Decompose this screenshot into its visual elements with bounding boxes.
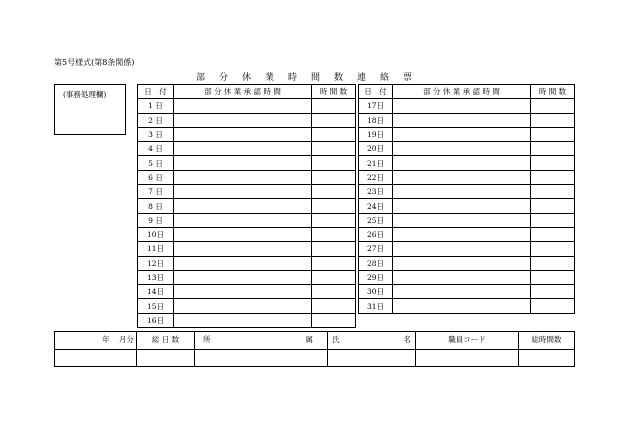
approved-time-cell[interactable] <box>174 256 312 270</box>
total-hours-header: 総時間数 <box>519 332 575 350</box>
hours-cell[interactable] <box>531 156 575 170</box>
table-header-row <box>359 85 575 99</box>
summary-table <box>54 331 575 367</box>
day-label: 19日 <box>359 127 393 141</box>
approved-time-cell[interactable] <box>393 213 531 227</box>
name-label-2: 名 <box>403 335 411 345</box>
table-row <box>138 213 356 227</box>
table-row <box>138 242 356 256</box>
total-days-header: 総 日 数 <box>137 332 195 350</box>
approved-time-cell[interactable] <box>174 270 312 284</box>
day-label: 8 日 <box>138 199 174 213</box>
hours-cell[interactable] <box>312 242 356 256</box>
name-header <box>328 332 416 350</box>
table-row <box>359 113 575 127</box>
day-label: 6 日 <box>138 170 174 184</box>
approved-time-header: 部 分 休 業 承 認 時 間 <box>393 85 531 99</box>
hours-header: 時 間 数 <box>312 85 356 99</box>
approved-time-cell[interactable] <box>393 227 531 241</box>
approved-time-cell[interactable] <box>174 99 312 113</box>
day-label: 29日 <box>359 270 393 284</box>
table-row <box>359 185 575 199</box>
hours-cell[interactable] <box>312 142 356 156</box>
day-label: 17日 <box>359 99 393 113</box>
table-row <box>359 299 575 313</box>
table-row <box>138 113 356 127</box>
hours-cell[interactable] <box>531 99 575 113</box>
hours-cell[interactable] <box>312 285 356 299</box>
approved-time-cell[interactable] <box>174 127 312 141</box>
hours-cell[interactable] <box>312 185 356 199</box>
approved-time-cell[interactable] <box>393 170 531 184</box>
approved-time-cell[interactable] <box>393 270 531 284</box>
table-row <box>359 199 575 213</box>
day-label: 27日 <box>359 242 393 256</box>
day-label: 10日 <box>138 227 174 241</box>
hours-cell[interactable] <box>312 170 356 184</box>
day-label: 3 日 <box>138 127 174 141</box>
approved-time-cell[interactable] <box>174 285 312 299</box>
table-row <box>138 99 356 113</box>
approved-time-cell[interactable] <box>174 242 312 256</box>
day-label: 26日 <box>359 227 393 241</box>
approved-time-cell[interactable] <box>174 170 312 184</box>
hours-cell[interactable] <box>312 199 356 213</box>
table-row <box>359 270 575 284</box>
table-row <box>138 256 356 270</box>
hours-cell[interactable] <box>531 199 575 213</box>
table-row <box>359 285 575 299</box>
hours-cell[interactable] <box>531 185 575 199</box>
approved-time-cell[interactable] <box>174 113 312 127</box>
right-days-table <box>358 84 575 314</box>
date-header: 日 付 <box>138 85 174 99</box>
total-days-input[interactable] <box>137 349 195 367</box>
hours-cell[interactable] <box>312 113 356 127</box>
day-label: 20日 <box>359 142 393 156</box>
day-label: 31日 <box>359 299 393 313</box>
left-days-table <box>137 84 356 328</box>
name-input[interactable] <box>328 349 416 367</box>
day-label: 24日 <box>359 199 393 213</box>
hours-cell[interactable] <box>312 313 356 327</box>
hours-cell[interactable] <box>312 256 356 270</box>
day-label: 18日 <box>359 113 393 127</box>
year-month-input[interactable] <box>55 349 137 367</box>
table-row <box>359 227 575 241</box>
hours-cell[interactable] <box>312 227 356 241</box>
day-label: 21日 <box>359 156 393 170</box>
hours-cell[interactable] <box>531 227 575 241</box>
day-label: 5 日 <box>138 156 174 170</box>
table-row <box>359 99 575 113</box>
approved-time-cell[interactable] <box>174 299 312 313</box>
hours-cell[interactable] <box>531 299 575 313</box>
hours-cell[interactable] <box>312 270 356 284</box>
approved-time-cell[interactable] <box>174 213 312 227</box>
hours-cell[interactable] <box>531 170 575 184</box>
table-row <box>138 270 356 284</box>
day-label: 16日 <box>138 313 174 327</box>
hours-cell[interactable] <box>312 127 356 141</box>
day-label: 30日 <box>359 285 393 299</box>
approved-time-header: 部 分 休 業 承 認 時 間 <box>174 85 312 99</box>
hours-cell[interactable] <box>312 99 356 113</box>
day-label: 25日 <box>359 213 393 227</box>
hours-cell[interactable] <box>531 142 575 156</box>
staff-code-input[interactable] <box>416 349 519 367</box>
table-row <box>138 313 356 327</box>
year-month-cell <box>55 332 137 350</box>
hours-cell[interactable] <box>531 270 575 284</box>
month-label: 月分 <box>119 335 134 345</box>
approved-time-cell[interactable] <box>174 227 312 241</box>
day-label: 12日 <box>138 256 174 270</box>
department-header <box>195 332 328 350</box>
approved-time-cell[interactable] <box>174 142 312 156</box>
hours-cell[interactable] <box>531 256 575 270</box>
hours-cell[interactable] <box>312 299 356 313</box>
department-label-1: 所 <box>203 335 211 345</box>
approved-time-cell[interactable] <box>174 199 312 213</box>
approved-time-cell[interactable] <box>174 313 312 327</box>
table-row <box>138 142 356 156</box>
day-label: 23日 <box>359 185 393 199</box>
total-hours-input[interactable] <box>519 349 575 367</box>
department-input[interactable] <box>195 349 328 367</box>
summary-input-row <box>55 349 575 367</box>
day-label: 7 日 <box>138 185 174 199</box>
table-row <box>138 185 356 199</box>
day-label: 11日 <box>138 242 174 256</box>
page-title: 部分休業時間数連絡票 <box>196 73 427 83</box>
hours-cell[interactable] <box>531 213 575 227</box>
table-row <box>359 213 575 227</box>
hours-cell[interactable] <box>312 213 356 227</box>
approved-time-cell[interactable] <box>393 113 531 127</box>
hours-cell[interactable] <box>312 156 356 170</box>
table-row <box>138 127 356 141</box>
day-label: 1 日 <box>138 99 174 113</box>
day-label: 28日 <box>359 256 393 270</box>
table-row <box>138 170 356 184</box>
table-row <box>359 142 575 156</box>
day-label: 15日 <box>138 299 174 313</box>
hours-cell[interactable] <box>531 285 575 299</box>
approved-time-cell[interactable] <box>393 199 531 213</box>
table-row <box>359 242 575 256</box>
department-label-2: 属 <box>305 335 313 345</box>
approved-time-cell[interactable] <box>393 156 531 170</box>
date-header: 日 付 <box>359 85 393 99</box>
office-use-label: (事務処理欄) <box>63 90 107 99</box>
approved-time-cell[interactable] <box>393 285 531 299</box>
hours-cell[interactable] <box>531 127 575 141</box>
staff-code-header: 職員コード <box>416 332 519 350</box>
day-label: 13日 <box>138 270 174 284</box>
table-row <box>138 227 356 241</box>
table-row <box>138 156 356 170</box>
approved-time-cell[interactable] <box>393 142 531 156</box>
hours-cell[interactable] <box>531 242 575 256</box>
table-row <box>359 156 575 170</box>
approved-time-cell[interactable] <box>174 185 312 199</box>
approved-time-cell[interactable] <box>393 299 531 313</box>
hours-cell[interactable] <box>531 113 575 127</box>
hours-header: 時 間 数 <box>531 85 575 99</box>
table-row <box>138 299 356 313</box>
approved-time-cell[interactable] <box>393 99 531 113</box>
approved-time-cell[interactable] <box>393 256 531 270</box>
name-label-1: 氏 <box>332 335 340 345</box>
office-use-box <box>54 84 126 135</box>
summary-header-row <box>55 332 575 350</box>
table-row <box>138 199 356 213</box>
day-label: 4 日 <box>138 142 174 156</box>
form-label: 第5号様式(第8条関係) <box>54 58 135 67</box>
approved-time-cell[interactable] <box>393 242 531 256</box>
table-row <box>359 127 575 141</box>
approved-time-cell[interactable] <box>393 185 531 199</box>
approved-time-cell[interactable] <box>174 156 312 170</box>
day-label: 22日 <box>359 170 393 184</box>
table-row <box>359 256 575 270</box>
approved-time-cell[interactable] <box>393 127 531 141</box>
day-label: 2 日 <box>138 113 174 127</box>
table-row <box>359 170 575 184</box>
day-label: 9 日 <box>138 213 174 227</box>
table-row <box>138 285 356 299</box>
day-label: 14日 <box>138 285 174 299</box>
year-label: 年 <box>101 335 110 345</box>
table-header-row <box>138 85 356 99</box>
